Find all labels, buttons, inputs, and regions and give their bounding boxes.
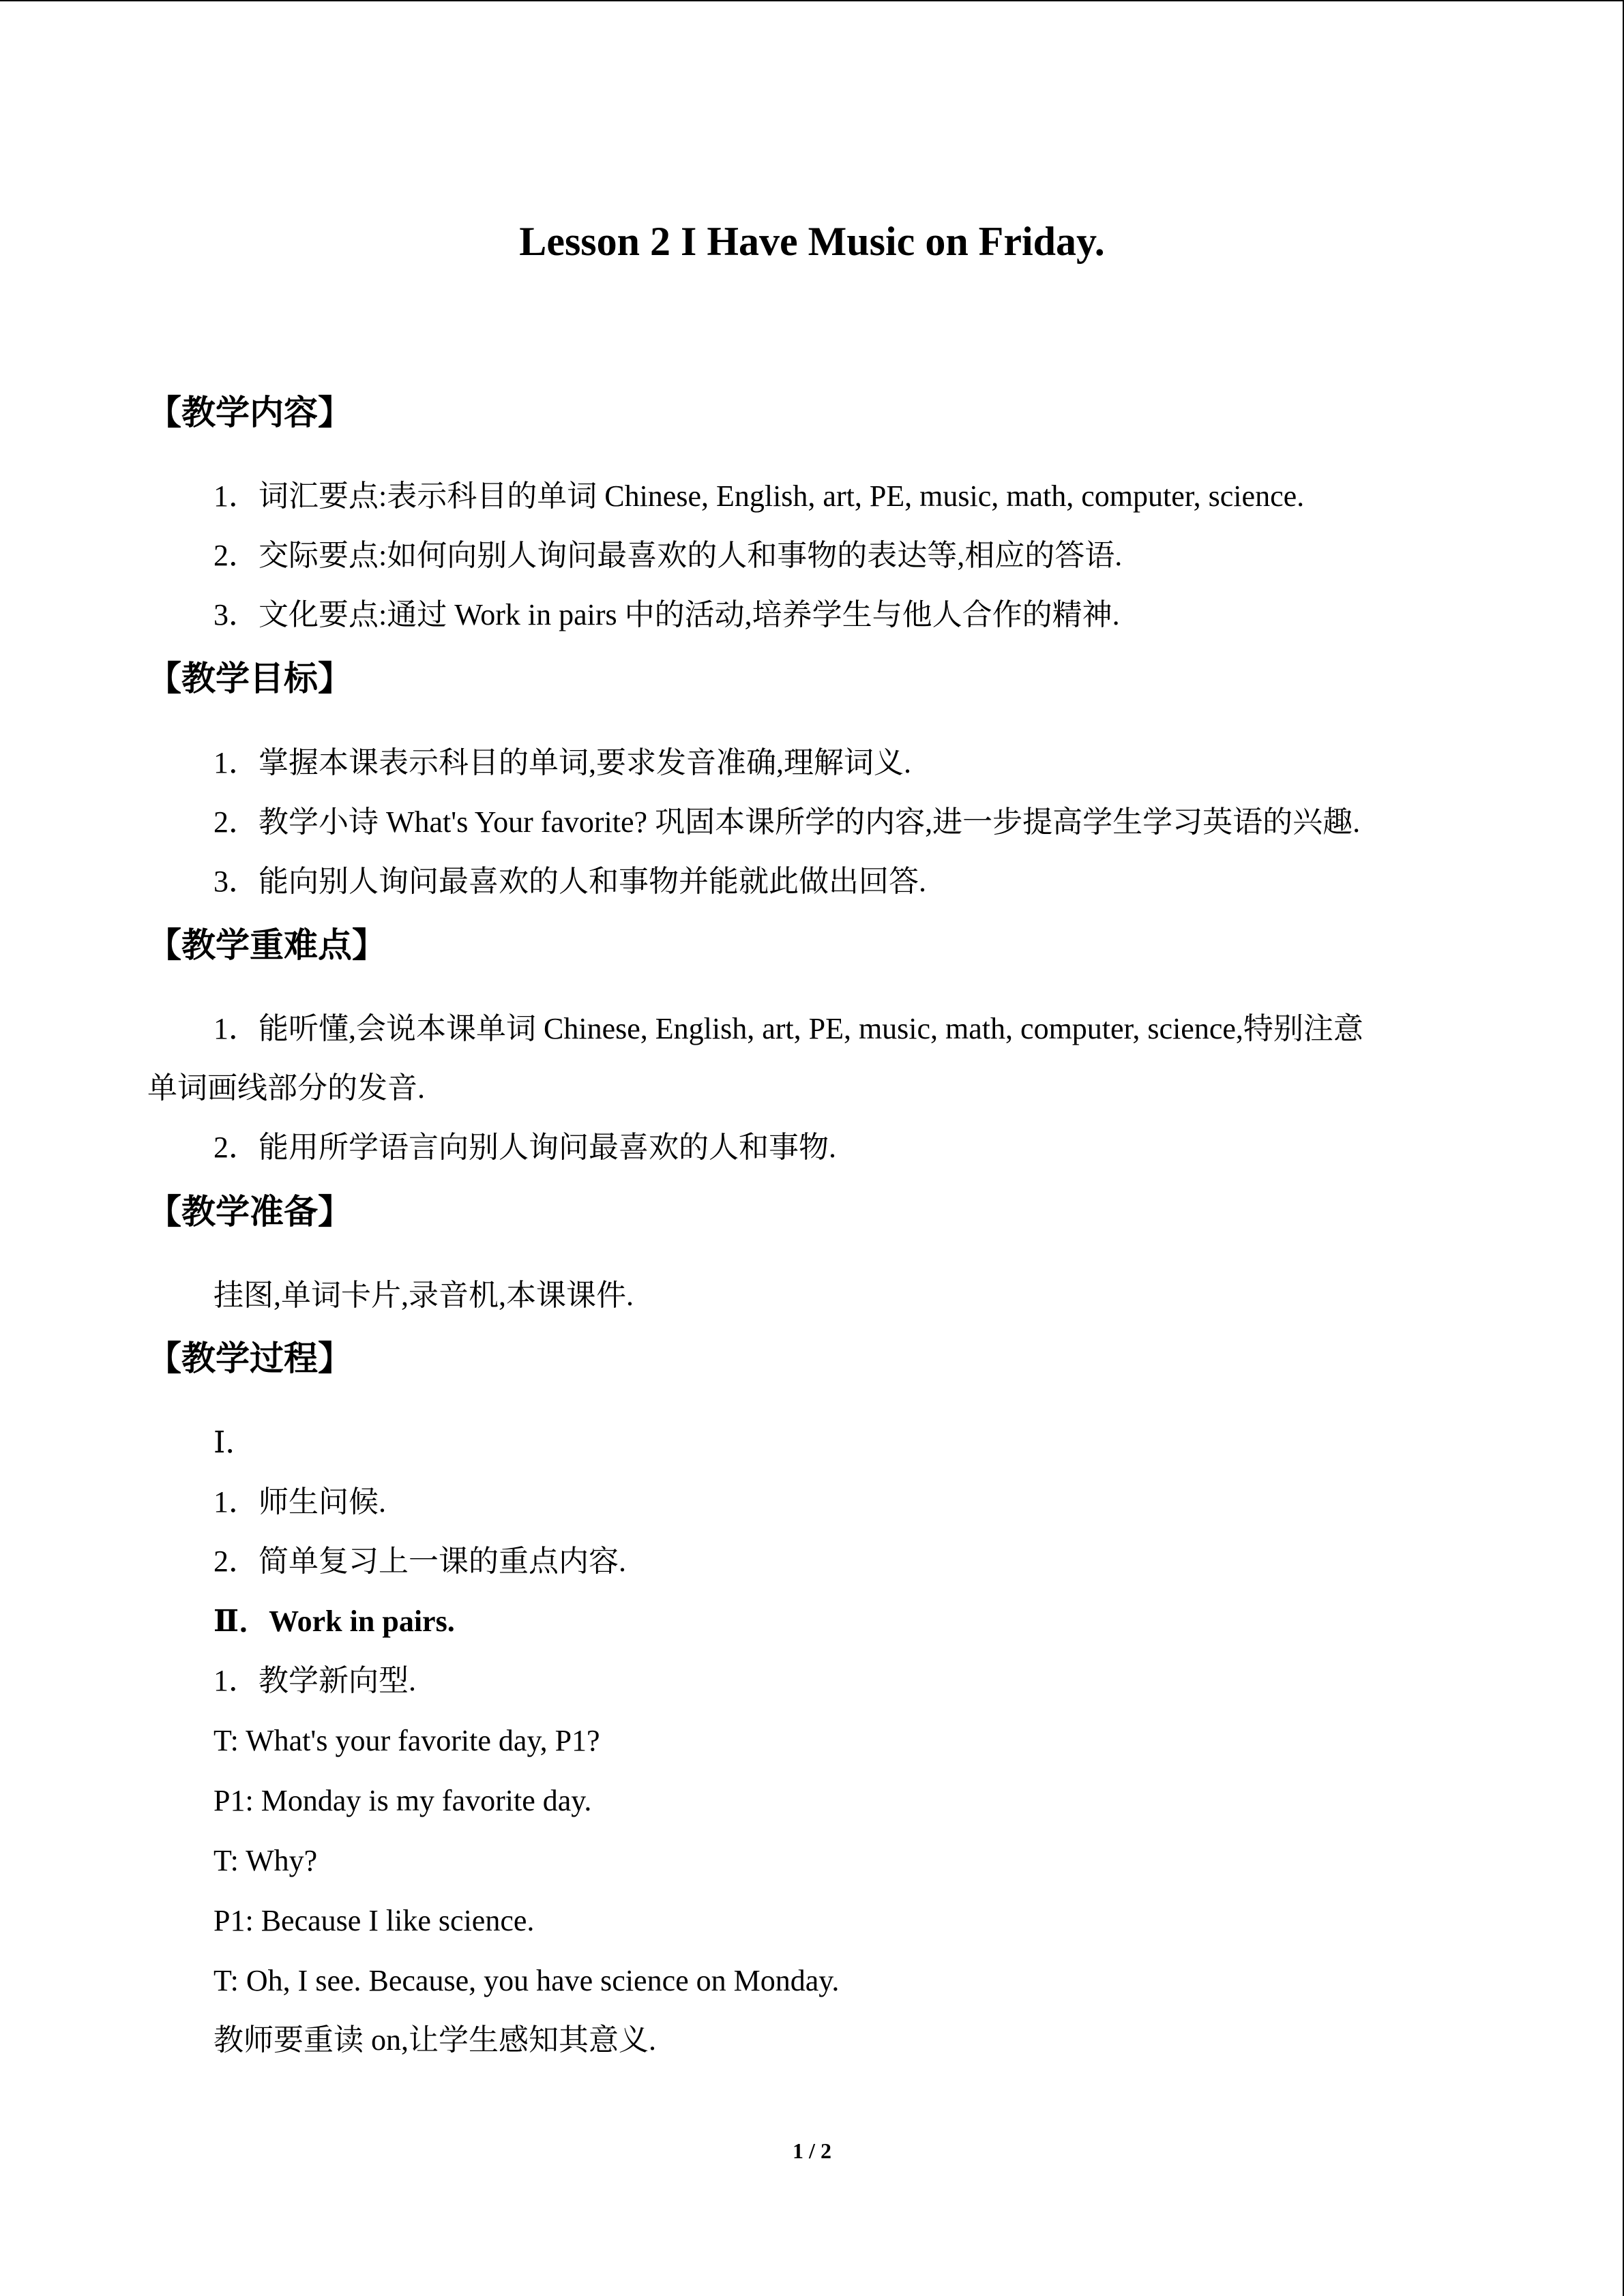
section-heading-prep: 【教学准备】 — [147, 1192, 352, 1232]
dialogue-line: T: Oh, I see. Because, you have science on Monday. — [213, 1964, 840, 1997]
section-heading-keypoints: 【教学重难点】 — [147, 925, 386, 965]
dialogue-line: T: Why? — [213, 1844, 318, 1877]
content-item-communication: 2．交际要点:如何向别人询问最喜欢的人和事物的表达等,相应的答语. — [213, 539, 1123, 572]
section-heading-goals: 【教学目标】 — [147, 659, 352, 698]
teacher-note: 教师要重读 on,让学生感知其意义. — [213, 2023, 656, 2057]
dialogue-line: P1: Because I like science. — [213, 1904, 535, 1937]
process-step-2-label: Ⅱ．Work in pairs. — [213, 1605, 455, 1638]
content-item-vocabulary: 1．词汇要点:表示科目的单词 Chinese, English, art, PE, music, math, computer, science. — [213, 479, 1305, 513]
section-heading-content: 【教学内容】 — [147, 393, 352, 432]
goal-item-1: 1．掌握本课表示科目的单词,要求发音准确,理解词义. — [213, 746, 911, 779]
keypoint-item-2: 2．能用所学语言向别人询问最喜欢的人和事物. — [213, 1131, 836, 1164]
process-step-1-label: Ⅰ． — [213, 1426, 256, 1459]
prep-item: 挂图,单词卡片,录音机,本课课件. — [213, 1279, 634, 1312]
process-line: 1．教学新向型. — [213, 1664, 416, 1697]
keypoint-item-1: 1．能听懂,会说本课单词 Chinese, English, art, PE, music, math, computer, science,特别注意 — [213, 1012, 1363, 1045]
dialogue-line: P1: Monday is my favorite day. — [213, 1784, 592, 1817]
page-number: 1 / 2 — [793, 2138, 831, 2163]
section-heading-process: 【教学过程】 — [147, 1339, 352, 1378]
process-line: 1．师生问候. — [213, 1485, 386, 1519]
goal-item-3: 3．能向别人询问最喜欢的人和事物并能就此做出回答. — [213, 865, 926, 898]
keypoint-item-1-continued: 单词画线部分的发音. — [147, 1071, 425, 1105]
content-item-culture: 3．文化要点:通过 Work in pairs 中的活动,培养学生与他人合作的精神. — [213, 598, 1120, 631]
dialogue-line: T: What's your favorite day, P1? — [213, 1724, 600, 1757]
goal-item-2: 2．教学小诗 What's Your favorite? 巩固本课所学的内容,进一步提高学生学习英语的兴趣. — [213, 805, 1361, 839]
process-line: 2．简单复习上一课的重点内容. — [213, 1545, 626, 1578]
document-title: Lesson 2 I Have Music on Friday. — [519, 219, 1105, 264]
